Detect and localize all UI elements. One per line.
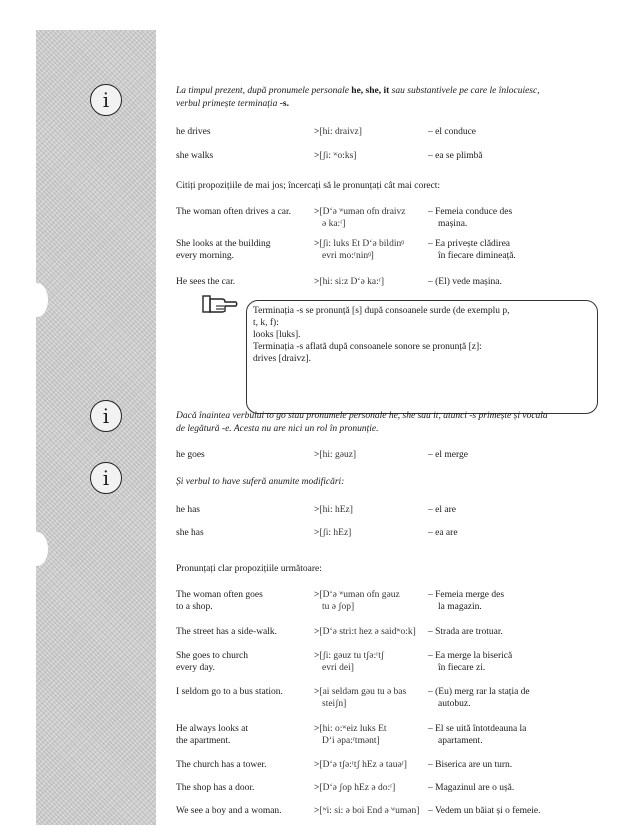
sentence-row: The woman often drives a car. >[Dʻə ʷumən ofn draivz ə ka:ʳ] – Femeia conduce des mașina. [176,207,513,229]
example-row: she has >[ʃi: hEz] – ea are [176,528,458,538]
binder-hole [26,532,48,566]
pronunciation-note-box: Terminația -s se pronunță [s] după consoanele surde (de exemplu p, t, k, f): looks [luks]. Terminația -s aflată după consoanele sonore se pronunță [z]: drives [draivz]. [246,300,598,414]
sentence-row: I seldom go to a bus station. >[ai seldəm gəu tu ə bas steiʃn] – (Eu) merg rar la stația de autobuz. [176,687,530,709]
rule-to-go-line-1: Dacă înaintea verbului to go stau pronumele personale he, she sau it, atunci -s primește și vocala [176,411,548,421]
sentence-row: She goes to church every day. >[ʃi: gəuz tu tʃə:ʳtʃ evri dei] – Ea merge la biserică în fiecare zi. [176,651,513,673]
sentence-row: The church has a tower. >[Dʻə tʃə:ʳtʃ hEz ə tauəʳ] – Biserica are un turn. [176,760,513,770]
sentence-row: He sees the car. >[hi: si:z Dʻə ka:ʳ] – (El) vede mașina. [176,277,502,287]
sentence-row: He always looks at the apartment. >[hi: o:ʷeiz luks Et Dʻi əpa:ʳtmənt] – El se uită întotdeauna la apartament. [176,724,527,746]
example-row: he drives >[hi: draivz] – el conduce [176,127,477,137]
info-icon: i [90,462,122,494]
binder-hole [26,283,48,317]
info-icon: i [90,400,122,432]
intro-line-1: La timpul prezent, după pronumele personale he, she, it sau substantivele pe care le înlocuiesc, [176,86,540,96]
info-icon: i [90,84,122,116]
pointing-hand-icon [202,294,238,314]
sentence-row: She looks at the building every morning. >[ʃi: luks Et Dʻə bildinᶢ evri mo:ʳninᶢ] – Ea privește clădirea în fiecare dimineață. [176,239,516,261]
instruction-2: Pronunțați clar propozițiile următoare: [176,564,322,574]
sentence-row: The street has a side-walk. >[Dʻə stri:t hez ə saidʷo:k] – Strada are trotuar. [176,627,503,637]
rule-to-go-line-2: de legătură -e. Acesta nu are nici un rol în pronunție. [176,424,379,434]
intro-line-2: verbul primește terminația -s. [176,99,289,109]
rule-to-have: Și verbul to have suferă anumite modificări: [176,477,345,487]
sentence-row: We see a boy and a woman. >[ʷi: si: ə boi End ə ʷumən] – Vedem un băiat și o femeie. [176,806,541,816]
example-row: she walks >[ʃi: ʷo:ks] – ea se plimbă [176,151,483,161]
instruction-1: Citiți propozițiile de mai jos; încercați să le pronunțați cât mai corect: [176,181,441,191]
example-row: he has >[hi: hEz] – el are [176,505,456,515]
sentence-row: The woman often goes to a shop. >[Dʻə ʷumən ofn gəuz tu ə ʃop] – Femeia merge des la magazin. [176,590,505,612]
example-row: he goes >[hi: gəuz] – el merge [176,450,468,460]
sentence-row: The shop has a door. >[Dʻə ʃop hEz ə do:ʳ] – Magazinul are o ușă. [176,783,515,793]
